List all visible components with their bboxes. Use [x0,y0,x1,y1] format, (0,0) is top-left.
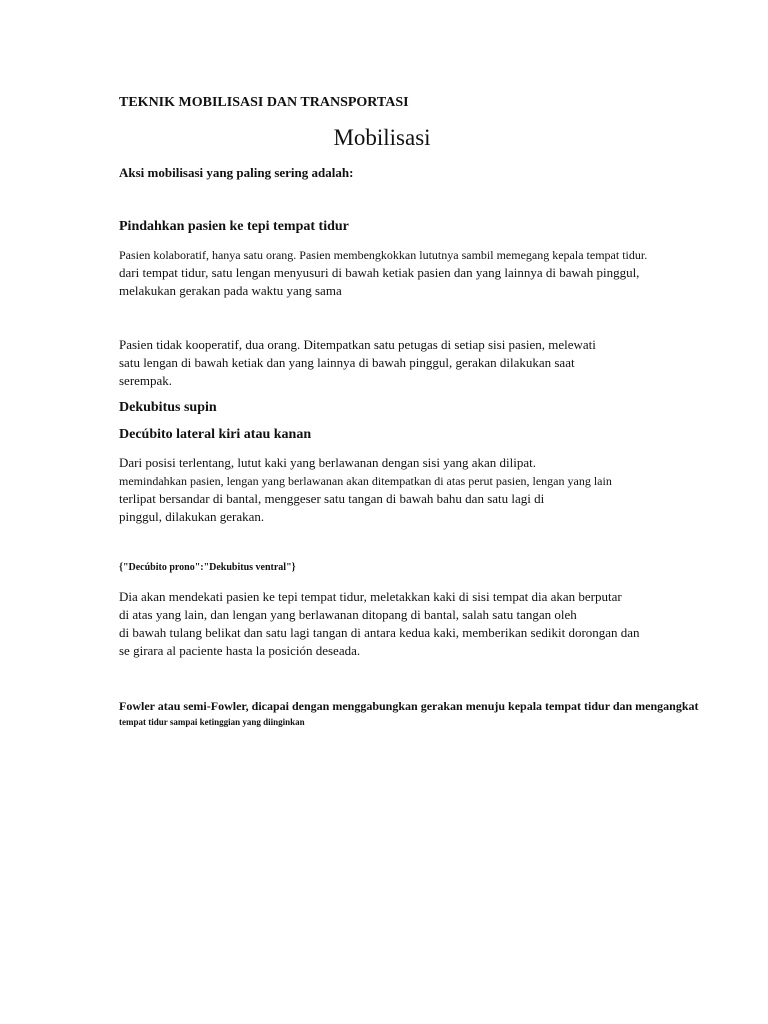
paragraph-fowler [119,696,699,728]
paragraph-line: serempak. [119,373,173,388]
paragraph-prone [119,588,640,660]
paragraph-line: melakukan gerakan pada waktu yang sama [119,283,342,298]
paragraph-uncooperative-patient [119,336,596,390]
paragraph-line: pinggul, dilakukan gerakan. [119,509,265,524]
paragraph-line: dari tempat tidur, satu lengan menyusuri di bawah ketiak pasien dan yang lainnya di bawah pinggul, [119,265,640,280]
prone-label: {"Decúbito prono":"Dekubitus ventral"} [119,562,296,573]
document-heading: TEKNIK MOBILISASI DAN TRANSPORTASI [119,95,409,110]
paragraph-line: Dari posisi terlentang, lutut kaki yang berlawanan dengan sisi yang akan dilipat. [119,455,536,470]
fowler-line: tempat tidur sampai ketinggian yang diinginkan [119,717,305,727]
paragraph-line: Pasien tidak kooperatif, dua orang. Ditempatkan satu petugas di setiap sisi pasien, melewati [119,337,596,352]
paragraph-line: se girara al paciente hasta la posición deseada. [119,643,361,658]
paragraph-line: memindahkan pasien, lengan yang berlawanan akan ditempatkan di atas perut pasien, lengan yang lain [119,474,612,488]
paragraph-line: di bawah tulang belikat dan satu lagi tangan di antara kedua kaki, memberikan sedikit dorongan dan [119,625,640,640]
paragraph-lateral [119,454,612,526]
paragraph-collaborative-patient [119,246,647,300]
section-heading-lateral: Decúbito lateral kiri atau kanan [119,427,312,442]
paragraph-line: Dia akan mendekati pasien ke tepi tempat tidur, meletakkan kaki di sisi tempat dia akan berputar [119,589,622,604]
paragraph-line: di atas yang lain, dan lengan yang berlawanan ditopang di bantal, salah satu tangan oleh [119,607,577,622]
section-heading-supine: Dekubitus supin [119,400,217,415]
section-heading-move-to-edge: Pindahkan pasien ke tepi tempat tidur [119,219,349,234]
paragraph-line: Pasien kolaboratif, hanya satu orang. Pasien membengkokkan lututnya sambil memegang kepala tempat tidur. [119,248,648,262]
intro-text: Aksi mobilisasi yang paling sering adalah: [119,165,354,180]
fowler-line: Fowler atau semi-Fowler, dicapai dengan menggabungkan gerakan menuju kepala tempat tidur dan mengangkat [119,699,699,713]
paragraph-line: satu lengan di bawah ketiak dan yang lainnya di bawah pinggul, gerakan dilakukan saat [119,355,575,370]
paragraph-line: terlipat bersandar di bantal, menggeser satu tangan di bawah bahu dan satu lagi di [119,491,545,506]
page-title: Mobilisasi [333,125,431,150]
